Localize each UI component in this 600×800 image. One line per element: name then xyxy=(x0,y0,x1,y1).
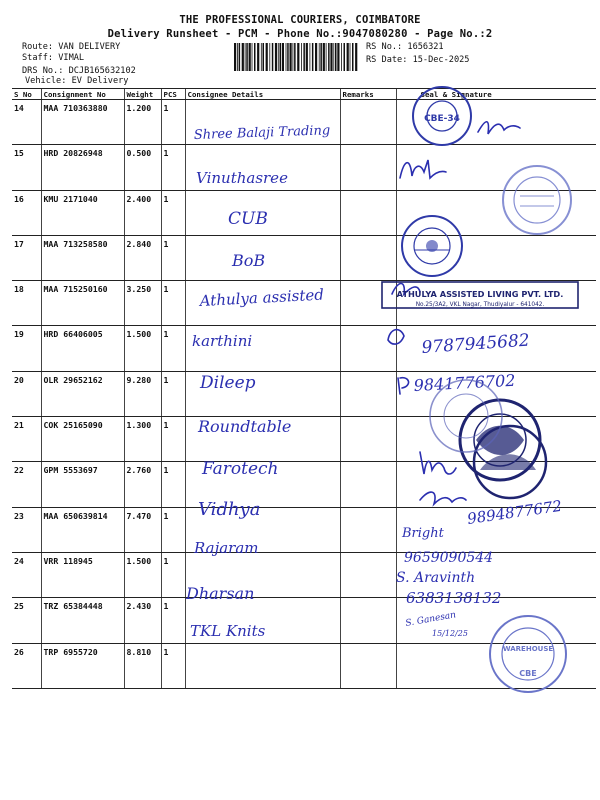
company-title: THE PROFESSIONAL COURIERS, COIMBATORE xyxy=(179,14,421,26)
cell-consignment: KMU 2171040 xyxy=(41,190,124,235)
consignee-handwriting-21: Roundtable xyxy=(198,417,292,436)
cell-pcs: 1 xyxy=(161,100,185,145)
cell-pcs: 1 xyxy=(161,552,185,597)
signature-scribble-19 xyxy=(388,330,404,344)
cell-consignment: COK 25165090 xyxy=(41,417,124,462)
cell-sno: 20 xyxy=(12,371,41,416)
cell-weight: 9.280 xyxy=(124,371,161,416)
cell-weight: 2.430 xyxy=(124,598,161,643)
phone-handwriting-23: 9894877672 xyxy=(466,496,564,528)
cell-pcs: 1 xyxy=(161,462,185,507)
consignee-handwriting-20: Dileep xyxy=(200,373,256,393)
cell-sno: 19 xyxy=(12,326,41,371)
drs-number: DRS No.: DCJB165632102 xyxy=(22,66,136,76)
cell-sno: 15 xyxy=(12,145,41,190)
cell-sno: 23 xyxy=(12,507,41,552)
cell-pcs: 1 xyxy=(161,235,185,280)
phone-handwriting-19: 9787945682 xyxy=(420,330,531,358)
signature-scribble-22 xyxy=(420,452,456,474)
signature-name-ganesan: S. Ganesan xyxy=(404,610,457,629)
cell-consignment: HRD 20826948 xyxy=(41,145,124,190)
cell-sno: 24 xyxy=(12,552,41,597)
runsheet-title: Delivery Runsheet - PCM - Phone No.:9047080280 - Page No.:2 xyxy=(107,28,493,40)
cell-consignment: HRD 66406005 xyxy=(41,326,124,371)
svg-text:ATHULYA ASSISTED LIVING PVT. L: ATHULYA ASSISTED LIVING PVT. LTD. xyxy=(396,289,564,299)
cell-pcs: 1 xyxy=(161,281,185,326)
signature-scribble-15 xyxy=(400,160,446,178)
cell-sno: 17 xyxy=(12,235,41,280)
cell-sno: 25 xyxy=(12,598,41,643)
rs-date: RS Date: 15-Dec-2025 xyxy=(366,55,470,65)
cell-consignment: MAA 713258580 xyxy=(41,235,124,280)
consignee-handwriting-25: Dharsan xyxy=(186,584,255,603)
cell-sno: 14 xyxy=(12,100,41,145)
signature-scribble-14 xyxy=(478,122,520,134)
col-header-consignee: Consignee Details xyxy=(185,89,340,100)
consignee-handwriting-16: CUB xyxy=(228,209,268,229)
cell-consignment: MAA 710363880 xyxy=(41,100,124,145)
consignee-handwriting-19: karthini xyxy=(192,332,253,350)
cell-consignment: VRR 118945 xyxy=(41,552,124,597)
signature-name-aravinth: S. Aravinth xyxy=(396,570,476,586)
cell-weight: 8.810 xyxy=(124,643,161,688)
consignee-handwriting-15: Vinuthasree xyxy=(196,169,288,187)
cell-weight: 3.250 xyxy=(124,281,161,326)
cbe-circular-stamp xyxy=(413,87,471,145)
svg-text:WAREHOUSE: WAREHOUSE xyxy=(502,645,554,653)
consignee-handwriting-23: Vidhya xyxy=(198,499,261,520)
cell-weight: 1.500 xyxy=(124,552,161,597)
cell-pcs: 1 xyxy=(161,190,185,235)
cell-pcs: 1 xyxy=(161,145,185,190)
cell-weight: 1.300 xyxy=(124,417,161,462)
signature-scribble-23 xyxy=(420,492,466,504)
cell-consignment: OLR 29652162 xyxy=(41,371,124,416)
cell-pcs: 1 xyxy=(161,598,185,643)
consignee-handwriting-17: BoB xyxy=(232,251,266,270)
cub-round-stamp xyxy=(503,166,571,234)
svg-text:No.25/3A2, VKL Nagar, Thudiyal: No.25/3A2, VKL Nagar, Thudiyalur - 641042. xyxy=(415,302,545,308)
consignee-handwriting-24: Rajaram xyxy=(194,539,259,557)
cell-consignment: TRP 6955720 xyxy=(41,643,124,688)
cell-weight: 1.500 xyxy=(124,326,161,371)
rs-number: RS No.: 1656321 xyxy=(366,42,444,52)
cell-sno: 21 xyxy=(12,417,41,462)
staff-label: Staff: VIMAL xyxy=(22,53,85,63)
cell-weight: 2.400 xyxy=(124,190,161,235)
cell-pcs: 1 xyxy=(161,417,185,462)
cell-sno: 22 xyxy=(12,462,41,507)
col-header-sno: S No xyxy=(12,89,41,100)
vehicle-label: Vehicle: EV Delivery xyxy=(25,76,129,86)
consignee-handwriting-14: Shree Balaji Trading xyxy=(193,123,331,143)
cell-consignment: MAA 715250160 xyxy=(41,281,124,326)
consignee-handwriting-22: Farotech xyxy=(202,459,279,479)
cell-pcs: 1 xyxy=(161,371,185,416)
cell-weight: 2.840 xyxy=(124,235,161,280)
cell-weight: 7.470 xyxy=(124,507,161,552)
consignee-handwriting-18: Athulya assisted xyxy=(199,285,325,310)
cell-weight: 1.200 xyxy=(124,100,161,145)
phone-handwriting-20: 9841776702 xyxy=(413,370,516,395)
signature-scribble-20 xyxy=(398,378,409,394)
col-header-remarks: Remarks xyxy=(340,89,396,100)
cell-consignment: MAA 650639814 xyxy=(41,507,124,552)
cell-pcs: 1 xyxy=(161,643,185,688)
col-header-pcs: PCS xyxy=(161,89,185,100)
phone-handwriting-24: 9659090544 xyxy=(404,550,494,566)
svg-text:CBE-34: CBE-34 xyxy=(424,114,460,124)
cell-sno: 26 xyxy=(12,643,41,688)
tkl-knits-stamp xyxy=(490,616,566,692)
cell-consignment: GPM 5553697 xyxy=(41,462,124,507)
col-header-weight: Weight xyxy=(124,89,161,100)
route-label: Route: VAN DELIVERY xyxy=(22,42,121,52)
signature-date: 15/12/25 xyxy=(432,629,468,638)
phone-handwriting-25: 6383138132 xyxy=(406,589,502,607)
cell-weight: 2.760 xyxy=(124,462,161,507)
cell-sno: 16 xyxy=(12,190,41,235)
cell-pcs: 1 xyxy=(161,507,185,552)
cell-consignment: TRZ 65384448 xyxy=(41,598,124,643)
col-header-consignment: Consignment No xyxy=(41,89,124,100)
cell-sno: 18 xyxy=(12,281,41,326)
col-header-seal: Seal & Signature xyxy=(396,89,596,100)
dark-round-stamp xyxy=(460,400,546,498)
cell-pcs: 1 xyxy=(161,326,185,371)
bank-round-stamp xyxy=(402,216,462,276)
consignee-handwriting-26: TKL Knits xyxy=(190,622,266,640)
athulya-rect-stamp xyxy=(382,282,578,308)
signature-name-bright: Bright xyxy=(402,526,444,541)
svg-text:CBE: CBE xyxy=(519,669,537,678)
cell-weight: 0.500 xyxy=(124,145,161,190)
